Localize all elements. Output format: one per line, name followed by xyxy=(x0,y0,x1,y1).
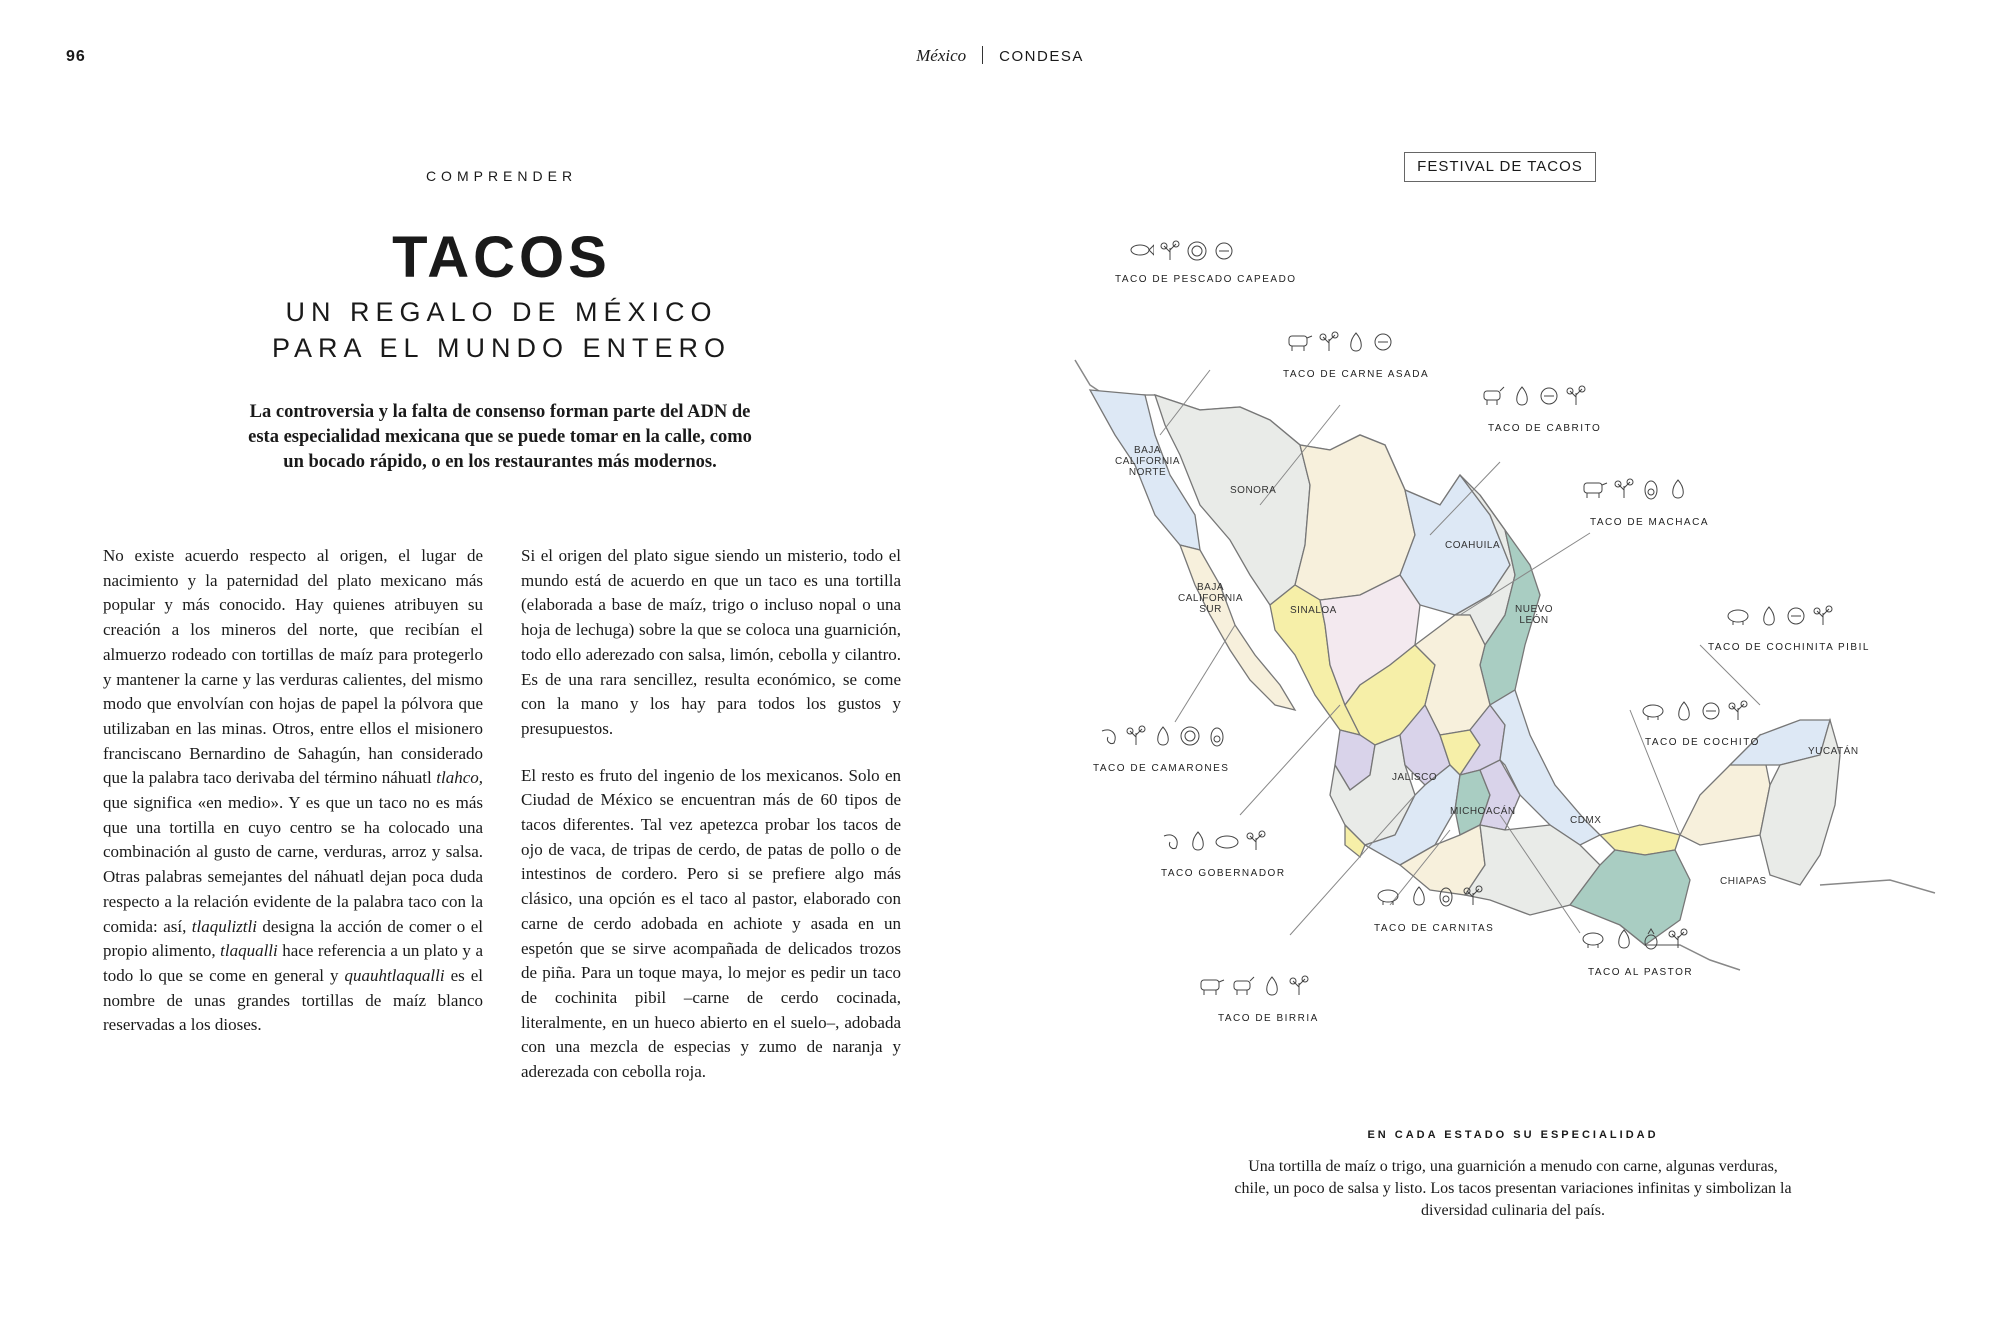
icons-carne-asada xyxy=(1285,331,1394,353)
state-label-line: SUR xyxy=(1199,604,1222,615)
body-text: designa la acción de comer o el propio alimento, xyxy=(103,916,483,961)
taco-label-pastor: TACO AL PASTOR xyxy=(1588,967,1694,978)
body-paragraph xyxy=(103,544,483,1038)
body-paragraph: El resto es fruto del ingenio de los mexicanos. Solo en Ciudad de México se encuentran más de 60 tipos de tacos diferentes. Tal vez apetezca probar los tacos de ojo de vaca, de tripas de cerdo, de patas de pollo o de intestinos de cordero. Pero si se prefiere algo más clásico, una opción es el taco al pastor, elaborado con carne de cerdo adobada en achiote y asada en un espetón que se sirve acompañada de delicados trozos de piña. Para un toque maya, lo mejor es pedir un taco de cochinita pibil –carne de cerdo cocinada, literalmente, en un hueco abierto en el suelo–, adobada con una mezcla de especias y zumo de naranja y aderezada con cebolla roja. xyxy=(521,765,901,1082)
state-label-sonora: SONORA xyxy=(1230,485,1277,496)
taco-label-camarones: TACO DE CAMARONES xyxy=(1093,763,1230,774)
icons-carnitas xyxy=(1375,885,1484,907)
subtitle-line-1: UN REGALO DE MÉXICO xyxy=(285,297,718,327)
taco-label-carne-asada: TACO DE CARNE ASADA xyxy=(1283,369,1430,380)
cilantro-icon xyxy=(1125,725,1147,747)
leader-cochito xyxy=(1630,710,1680,835)
taco-label-cabrito: TACO DE CABRITO xyxy=(1488,423,1602,434)
pineapple-icon xyxy=(1640,928,1662,950)
taco-label-pescado: TACO DE PESCADO CAPEADO xyxy=(1115,274,1297,285)
state-label-bc-sur xyxy=(1178,582,1243,615)
running-head xyxy=(0,46,2000,66)
icons-pescado xyxy=(1130,240,1235,262)
cilantro-icon xyxy=(1812,605,1834,627)
taco-label-birria: TACO DE BIRRIA xyxy=(1218,1013,1319,1024)
belize-border-line xyxy=(1820,880,1935,893)
cilantro-icon xyxy=(1565,385,1587,407)
onion-icon xyxy=(1613,928,1635,950)
lime-icon xyxy=(1372,331,1394,353)
shrimp-icon xyxy=(1098,725,1120,747)
cabbage-icon xyxy=(1186,240,1208,262)
festival-title-box: FESTIVAL DE TACOS xyxy=(1404,152,1596,182)
state-label-yucatan: YUCATÁN xyxy=(1808,746,1859,757)
section-kicker: COMPRENDER xyxy=(425,168,578,184)
goat-icon xyxy=(1230,975,1256,997)
cow-icon xyxy=(1580,478,1608,500)
state-label-coahuila: COAHUILA xyxy=(1445,540,1501,551)
body-column-left xyxy=(103,544,483,1060)
onion-icon xyxy=(1345,331,1367,353)
page-title: TACOS xyxy=(392,225,611,290)
cheese-icon xyxy=(1214,830,1240,852)
nahuatl-term: quauhtlaqualli xyxy=(344,965,445,985)
cilantro-icon xyxy=(1727,700,1749,722)
pig-icon xyxy=(1580,928,1608,950)
cabbage-icon xyxy=(1179,725,1201,747)
leader-cochinita xyxy=(1700,645,1760,705)
taco-label-cochinita: TACO DE COCHINITA PIBIL xyxy=(1708,642,1870,653)
icons-pastor xyxy=(1580,928,1689,950)
state-tabasco xyxy=(1600,825,1680,855)
taco-label-gobernador: TACO GOBERNADOR xyxy=(1161,868,1286,879)
lime-icon xyxy=(1700,700,1722,722)
onion-icon xyxy=(1758,605,1780,627)
state-label-michoacan: MICHOACÁN xyxy=(1450,806,1516,817)
cilantro-icon xyxy=(1318,331,1340,353)
cilantro-icon xyxy=(1288,975,1310,997)
taco-label-machaca: TACO DE MACHACA xyxy=(1590,517,1709,528)
intro-paragraph: La controversia y la falta de consenso forman parte del ADN de esta especialidad mexicana que se puede tomar en la calle, como un bocado rápido, o en los restaurantes más modernos. xyxy=(248,402,752,472)
fish-icon xyxy=(1130,240,1154,260)
running-head-divider xyxy=(982,46,983,64)
body-column-right xyxy=(521,544,901,1107)
pig-icon xyxy=(1375,885,1403,907)
goat-icon xyxy=(1480,385,1506,407)
state-label-sinaloa: SINALOA xyxy=(1290,605,1337,616)
state-label-line: BAJA xyxy=(1197,582,1225,593)
avocado-icon xyxy=(1435,885,1457,907)
cilantro-icon xyxy=(1159,240,1181,262)
shrimp-icon xyxy=(1160,830,1182,852)
taco-label-carnitas: TACO DE CARNITAS xyxy=(1374,923,1495,934)
onion-icon xyxy=(1667,478,1689,500)
onion-icon xyxy=(1261,975,1283,997)
state-label-bc-norte xyxy=(1115,445,1180,478)
cilantro-icon xyxy=(1245,830,1267,852)
caption-title: EN CADA ESTADO SU ESPECIALIDAD xyxy=(1367,1129,1659,1141)
icons-cabrito xyxy=(1480,385,1587,407)
leader-gobernador xyxy=(1240,705,1340,815)
state-label-line: CALIFORNIA xyxy=(1115,456,1181,467)
cilantro-icon xyxy=(1613,478,1635,500)
state-label-line: BAJA xyxy=(1134,445,1162,456)
nahuatl-term: tlahco, xyxy=(436,768,483,788)
icons-gobernador xyxy=(1160,830,1267,852)
subtitle-line-2: PARA EL MUNDO ENTERO xyxy=(271,333,732,363)
icons-camarones xyxy=(1098,725,1228,747)
pig-icon xyxy=(1640,700,1668,722)
cilantro-icon xyxy=(1667,928,1689,950)
state-label-line: CALIFORNIA xyxy=(1178,593,1244,604)
body-text: que significa «en medio». Y es que un taco no es más que una tortilla en cuyo centro se ha colocado una combinación al gusto de carne, verduras, arroz y salsa. Otras palabras semejantes del náhuatl dejan poca duda respecto a la relación evidente de la palabra taco con la comida: así, xyxy=(103,793,483,936)
nahuatl-term-end: li xyxy=(247,916,257,936)
icons-cochito xyxy=(1640,700,1749,722)
state-label-cdmx: CDMX xyxy=(1570,815,1602,826)
state-label-line: LEÓN xyxy=(1519,615,1549,626)
icons-machaca xyxy=(1580,478,1689,500)
onion-icon xyxy=(1408,885,1430,907)
state-label-line: NORTE xyxy=(1128,467,1167,478)
lime-icon xyxy=(1213,240,1235,262)
state-label-jalisco: JALISCO xyxy=(1392,772,1438,783)
pig-icon xyxy=(1725,605,1753,627)
nahuatl-term: tlaqulizt xyxy=(191,916,248,936)
onion-icon xyxy=(1152,725,1174,747)
page-subtitle xyxy=(0,294,1003,366)
leader-camarones xyxy=(1175,625,1235,722)
taco-label-cochito: TACO DE COCHITO xyxy=(1645,737,1760,748)
cow-icon xyxy=(1197,975,1225,997)
onion-icon xyxy=(1187,830,1209,852)
caption-text: Una tortilla de maíz o trigo, una guarnición a menudo con carne, algunas verduras, chile, un poco de salsa y listo. Los tacos presentan variaciones infinitas y simbolizan la diversidad culinaria del país. xyxy=(1234,1158,1792,1219)
avocado-icon xyxy=(1640,478,1662,500)
running-head-country: México xyxy=(916,46,967,65)
body-text: hace referencia a un plato y a todo lo que se come en general y xyxy=(103,941,483,985)
state-label-chiapas: CHIAPAS xyxy=(1720,876,1767,887)
icons-cochinita xyxy=(1725,605,1834,627)
state-chihuahua xyxy=(1295,435,1415,600)
onion-icon xyxy=(1673,700,1695,722)
body-text: No existe acuerdo respecto al origen, el lugar de nacimiento y la paternidad del plato mexicano más popular y más conocido. Hay quienes atribuyen su creación a los mineros del norte, que recibían el almuerzo rodeado con tortillas de maíz para protegerlo y mantener la carne y las verduras calientes, del mismo modo que envolvían con hojas de papel la pólvora que utilizaban en las minas. Otros, entre ellos el misionero franciscano Bernardino de Sahagún, han considerado que la palabra taco derivaba del término náhuatl xyxy=(103,546,483,788)
body-text: es el nombre de unas grandes tortillas de maíz blanco reservadas a los dioses. xyxy=(103,965,483,1035)
taco-map xyxy=(1060,145,1960,1035)
nahuatl-term: tlaqualli xyxy=(220,941,278,961)
page-number: 96 xyxy=(66,48,86,65)
lime-icon xyxy=(1785,605,1807,627)
body-paragraph: Si el origen del plato sigue siendo un misterio, todo el mundo está de acuerdo en que un taco es una tortilla (elaborada a base de maíz, trigo o incluso nopal o una hoja de lechuga) sobre la que se coloca una guarnición, todo ello aderezado con salsa, limón, cebolla y cilantro. Es de una rara sencillez, resulta económico, se come con la mano y los hay para todos los gustos y presupuestos. xyxy=(521,546,901,738)
cow-icon xyxy=(1285,331,1313,353)
running-head-district: CONDESA xyxy=(999,48,1084,65)
avocado-icon xyxy=(1206,725,1228,747)
state-label-nuevo-leon xyxy=(1515,604,1553,626)
cilantro-icon xyxy=(1462,885,1484,907)
onion-icon xyxy=(1511,385,1533,407)
lime-icon xyxy=(1538,385,1560,407)
state-label-line: NUEVO xyxy=(1515,604,1554,615)
icons-birria xyxy=(1197,975,1310,997)
